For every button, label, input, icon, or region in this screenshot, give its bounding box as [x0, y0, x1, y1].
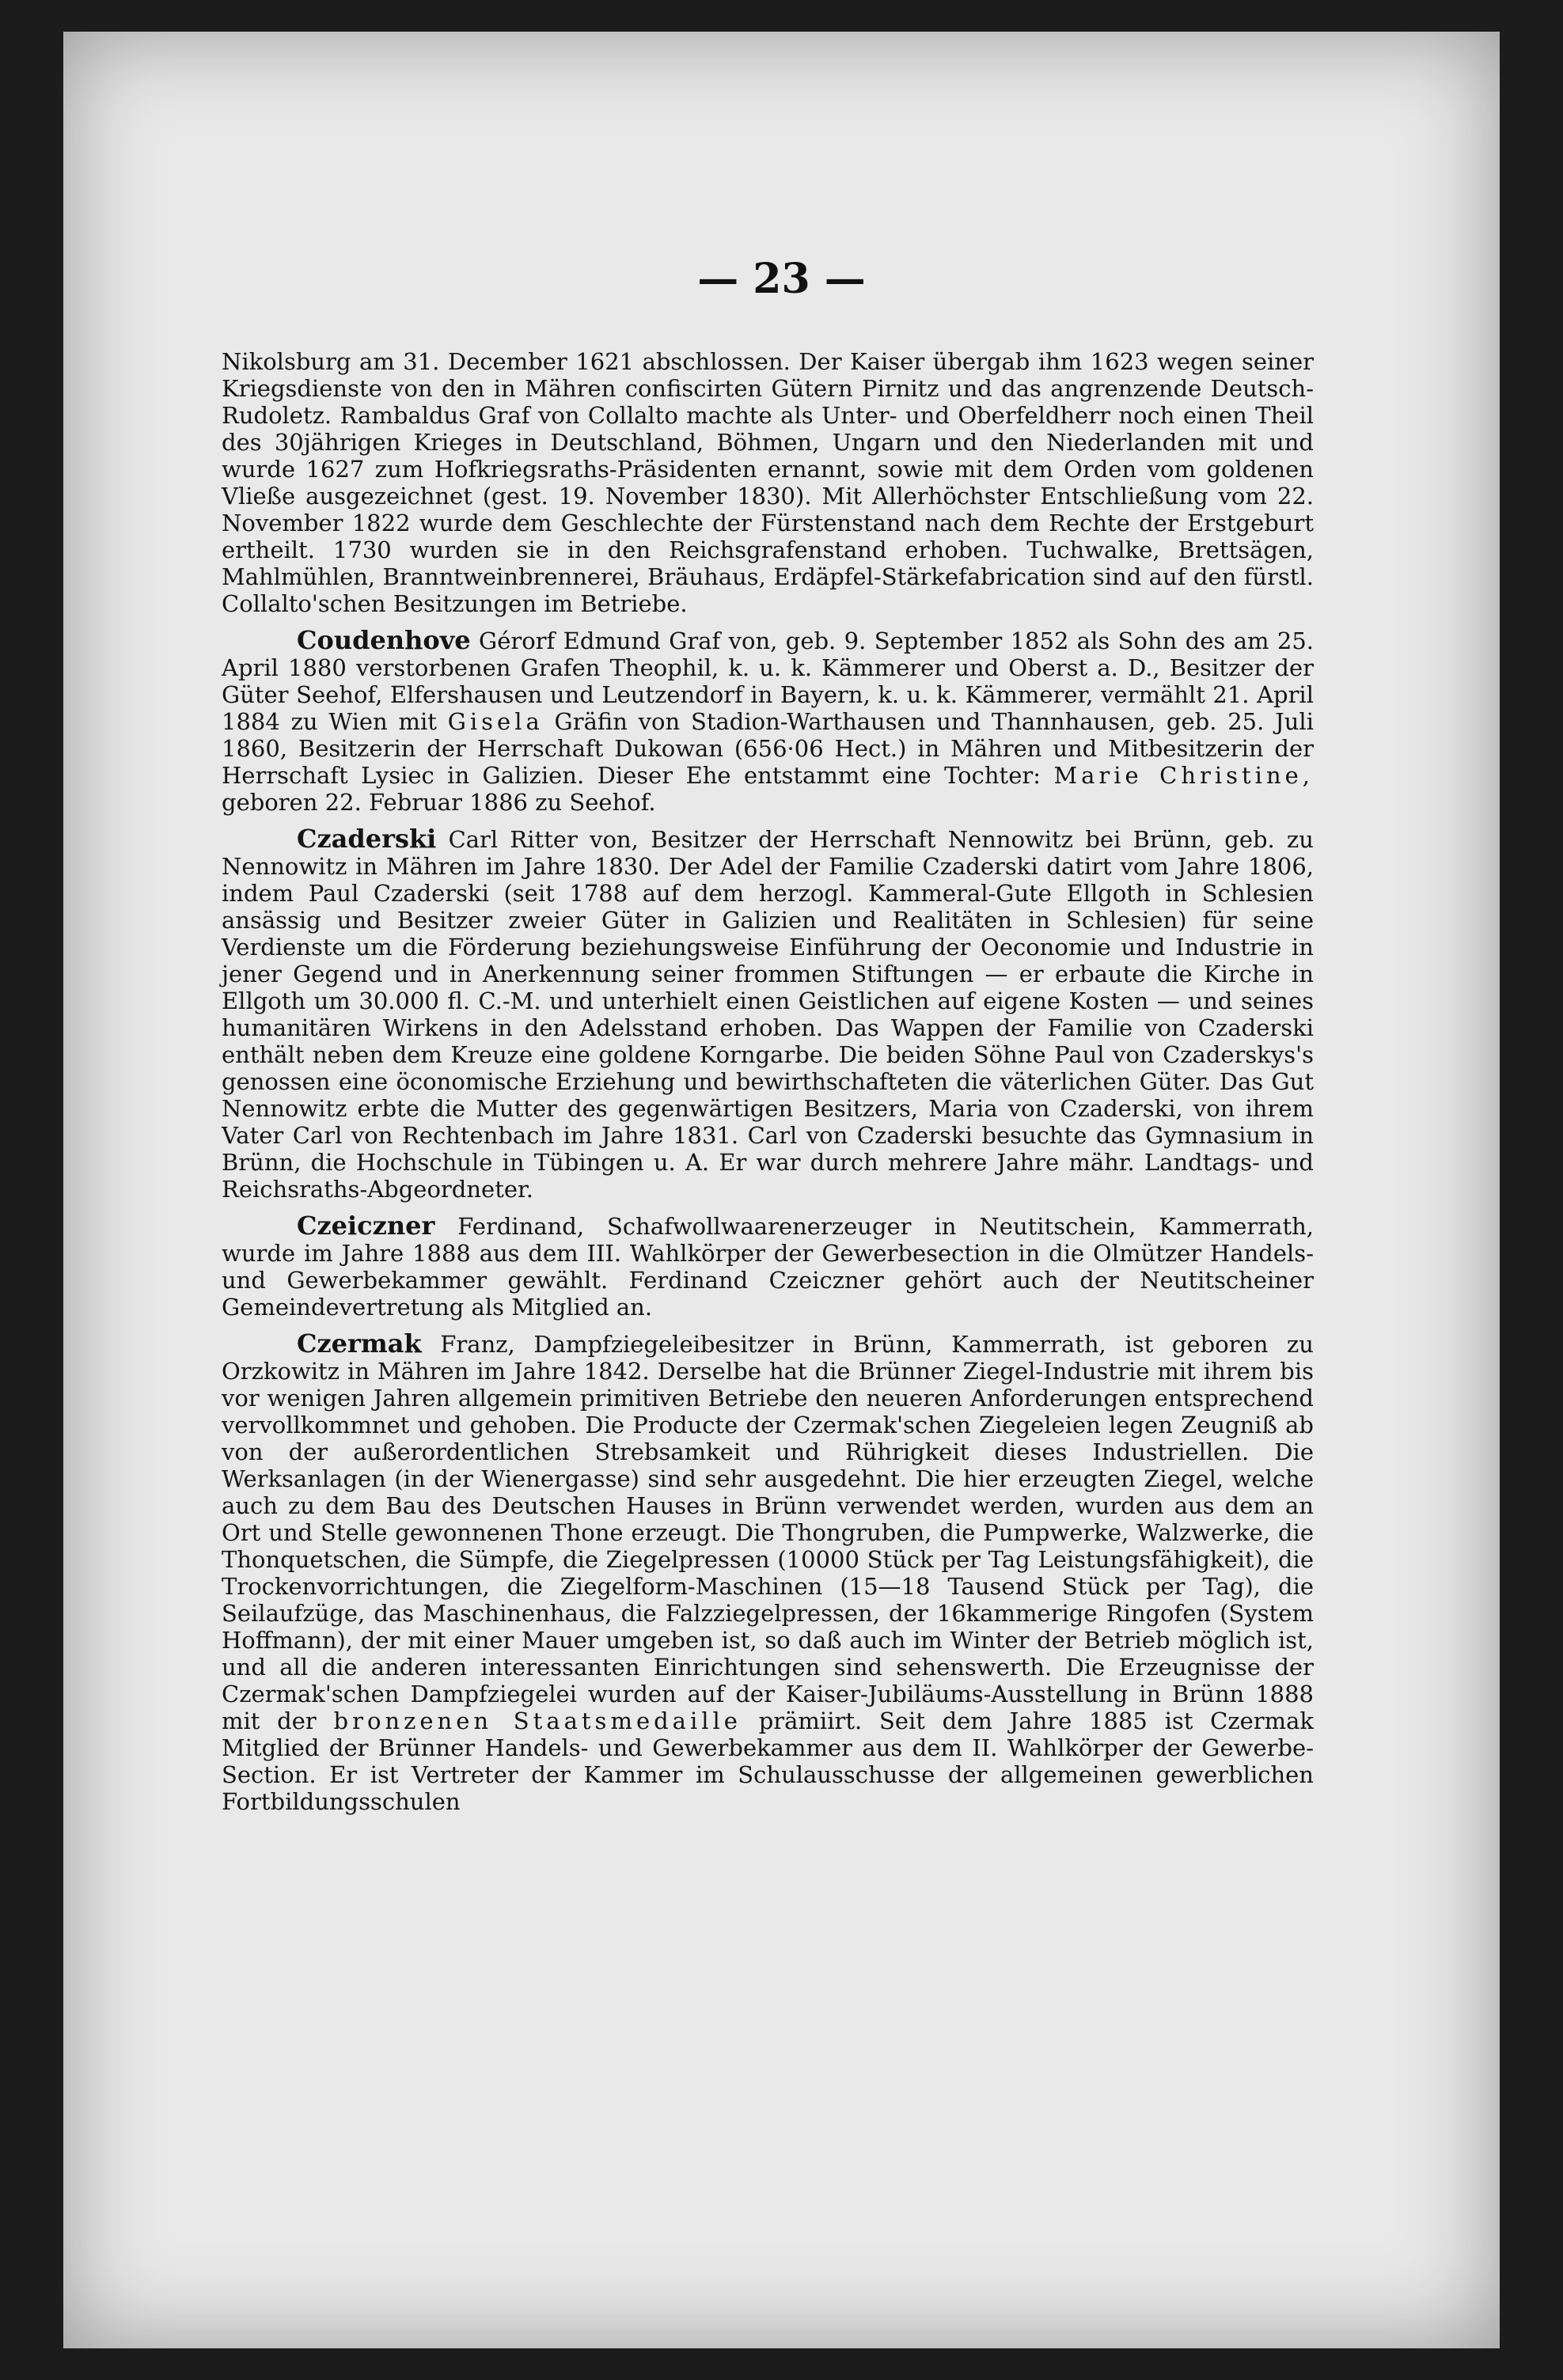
coudenhove-spouse: Gisela: [447, 708, 544, 735]
coudenhove-text-a: Gérorf Edmund Graf von, geb. 9. September 1852 als Sohn des am 25. April 1880 verstorbenen Grafen Theophil, k. u. k. Kämmerer und Oberst a. D., Besitzer der Güter Seehof, Elfershausen und Leutzendorf in Bayern, k. u. k. Kämmerer, vermählt 21. April 1884 zu Wien mit: [222, 627, 1314, 735]
czermak-medal: bronzenen Staatsmedaille: [333, 1707, 742, 1734]
book-page: [63, 32, 1500, 2348]
page-body: [222, 348, 1314, 1825]
czeiczner-entry: [222, 1212, 1314, 1321]
czeiczner-text: Ferdinand, Schafwollwaarenerzeuger in Neutitschein, Kammerrath, wurde im Jahre 1888 aus dem III. Wahlkörper der Gewerbesection in die Olmützer Handels- und Gewerbekammer gewählt. Ferdinand Czeiczner gehört auch der Neutitscheiner Gemeindevertretung als Mitglied an.: [222, 1213, 1314, 1321]
entry-name-czaderski: Czaderski: [297, 824, 437, 854]
page-number: — 23 —: [697, 255, 866, 303]
czermak-entry: [222, 1330, 1314, 1815]
entry-name-coudenhove: Coudenhove: [297, 625, 471, 655]
entry-name-czermak: Czermak: [297, 1328, 422, 1359]
coudenhove-text-c: geboren 22. Februar 1886 zu Seehof.: [222, 789, 656, 816]
collalto-continuation-paragraph: Nikolsburg am 31. December 1621 abschlossen. Der Kaiser übergab ihm 1623 wegen seiner Kriegsdienste von den in Mähren confiscirten Gütern Pirnitz und das angrenzende Deutsch-Rudoletz. Rambaldus Graf von Collalto machte als Unter- und Oberfeldherr noch einen Theil des 30jährigen Krieges in Deutschland, Böhmen, Ungarn und den Niederlanden mit und wurde 1627 zum Hofkriegsraths-Präsidenten ernannt, sowie mit dem Orden vom goldenen Vließe ausgezeichnet (gest. 19. November 1830). Mit Allerhöchster Entschließung vom 22. November 1822 wurde dem Geschlechte der Fürstenstand nach dem Rechte der Erstgeburt ertheilt. 1730 wurden sie in den Reichsgrafenstand erhoben. Tuchwalke, Brettsägen, Mahlmühlen, Branntweinbrennerei, Bräuhaus, Erdäpfel-Stärkefabrication sind auf den fürstl. Collalto'schen Besitzungen im Betriebe.: [222, 348, 1314, 617]
coudenhove-text-b: Gräfin von Stadion-Warthausen und Thannhausen, geb. 25. Juli 1860, Besitzerin der Herrschaft Dukowan (656·06 Hect.) in Mähren und Mitbesitzerin der Herrschaft Lysiec in Galizien. Dieser Ehe entstammt eine Tochter:: [222, 708, 1314, 789]
coudenhove-entry: [222, 627, 1314, 816]
czermak-text-b: prämiirt. Seit dem Jahre 1885 ist Czermak Mitglied der Brünner Handels- und Gewerbekammer aus dem II. Wahlkörper der Gewerbe-Section. Er ist Vertreter der Kammer im Schulausschusse der allgemeinen gewerblichen Fortbildungsschulen: [222, 1707, 1315, 1815]
coudenhove-daughter: Marie Christine,: [1053, 762, 1315, 789]
entry-name-czeiczner: Czeiczner: [297, 1211, 435, 1241]
czermak-text-a: Franz, Dampfziegeleibesitzer in Brünn, Kammerrath, ist geboren zu Orzkowitz in Mähren im Jahre 1842. Derselbe hat die Brünner Ziegel-Industrie mit ihrem bis vor wenigen Jahren allgemein primitiven Betriebe den neueren Anforderungen entsprechend vervollkommnet und gehoben. Die Producte der Czermak'schen Ziegeleien legen Zeugniß ab von der außerordentlichen Strebsamkeit und Rührigkeit dieses Industriellen. Die Werksanlagen (in der Wienergasse) sind sehr ausgedehnt. Die hier erzeugten Ziegel, welche auch zu dem Bau des Deutschen Hauses in Brünn verwendet werden, wurden aus dem an Ort und Stelle gewonnenen Thone erzeugt. Die Thongruben, die Pumpwerke, Walzwerke, die Thonquetschen, die Sümpfe, die Ziegelpressen (10000 Stück per Tag Leistungsfähigkeit), die Trockenvorrichtungen, die Ziegelform-Maschinen (15—18 Tausend Stück per Tag), die Seilaufzüge, das Maschinenhaus, die Falzziegelpressen, der 16kammerige Ringofen (System Hoffmann), der mit einer Mauer umgeben ist, so daß auch im Winter der Betrieb möglich ist, und all die anderen interessanten Einrichtungen sind sehenswerth. Die Erzeugnisse der Czermak'schen Dampfziegelei wurden auf der Kaiser-Jubiläums-Ausstellung in Brünn 1888 mit der: [222, 1331, 1314, 1734]
czaderski-text: Carl Ritter von, Besitzer der Herrschaft Nennowitz bei Brünn, geb. zu Nennowitz in Mähren im Jahre 1830. Der Adel der Familie Czaderski datirt vom Jahre 1806, indem Paul Czaderski (seit 1788 auf dem herzogl. Kammeral-Gute Ellgoth in Schlesien ansässig und Besitzer zweier Güter in Galizien und Realitäten in Schlesien) für seine Verdienste um die Förderung beziehungsweise Einführung der Oeconomie und Industrie in jener Gegend und in Anerkennung seiner frommen Stiftungen — er erbaute die Kirche in Ellgoth um 30.000 fl. C.-M. und unterhielt einen Geistlichen auf eigene Kosten — und seines humanitären Wirkens in den Adelsstand erhoben. Das Wappen der Familie von Czaderski enthält neben dem Kreuze eine goldene Korngarbe. Die beiden Söhne Paul von Czaderskys's genossen eine öconomische Erziehung und bewirthschafteten die väterlichen Güter. Das Gut Nennowitz erbte die Mutter des gegenwärtigen Besitzers, Maria von Czaderski, von ihrem Vater Carl von Rechtenbach im Jahre 1831. Carl von Czaderski besuchte das Gymnasium in Brünn, die Hochschule in Tübingen u. A. Er war durch mehrere Jahre mähr. Landtags- und Reichsraths-Abgeordneter.: [222, 826, 1314, 1203]
czaderski-entry: [222, 825, 1314, 1203]
